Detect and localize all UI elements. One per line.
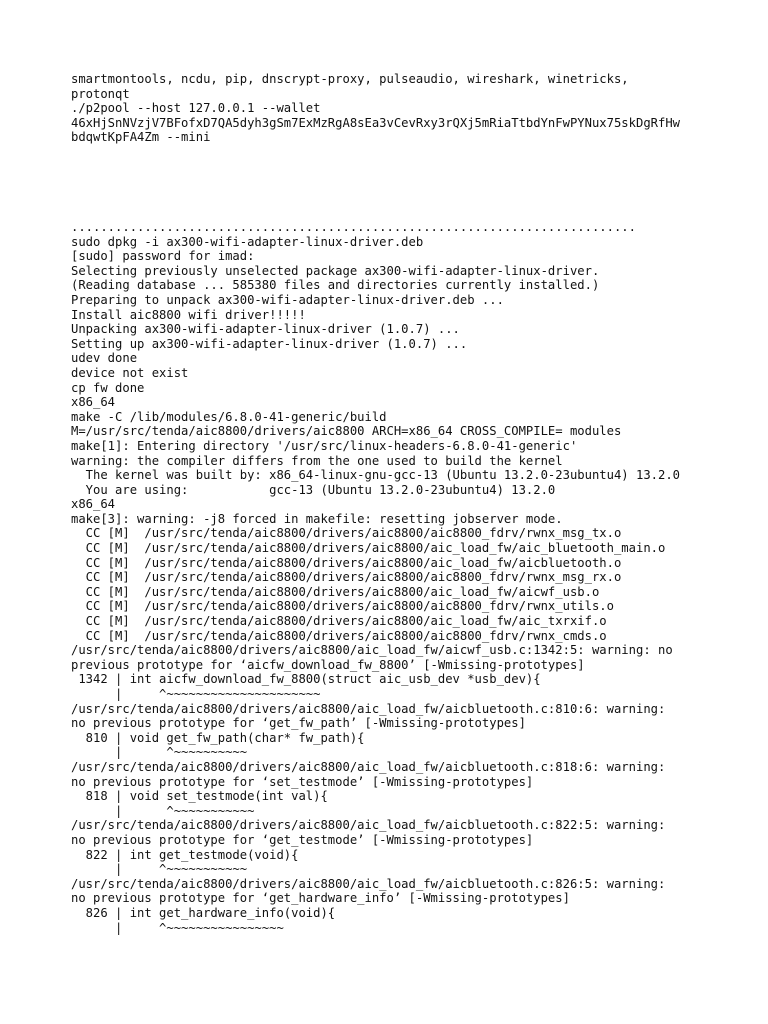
text-line: 826 | int get_hardware_info(void){ — [71, 905, 336, 920]
text-line: M=/usr/src/tenda/aic8800/drivers/aic8800 ARCH=x86_64 CROSS_COMPILE= modules — [71, 424, 622, 439]
text-line: device not exist — [71, 365, 189, 380]
text-line: /usr/src/tenda/aic8800/drivers/aic8800/aic_load_fw/aicbluetooth.c:822:5: warning: — [71, 818, 666, 833]
text-line: no previous prototype for ‘set_testmode’ [-Wmissing-prototypes] — [71, 774, 534, 789]
text-line: warning: the compiler differs from the one used to build the kernel — [71, 453, 563, 468]
text-line: sudo dpkg -i ax300-wifi-adapter-linux-driver.deb — [71, 234, 424, 249]
text-line: udev done — [71, 351, 138, 366]
text-line: 46xHjSnNVzjV7BFofxD7QA5dyh3gSm7ExMzRgA8sEa3vCevRxy3rQXj5mRiaTtbdYnFwPYNux75skDgRfHw — [71, 115, 681, 130]
text-line: 810 | void get_fw_path(char* fw_path){ — [71, 730, 365, 745]
text-line: [sudo] password for imad: — [71, 249, 255, 264]
text-line: /usr/src/tenda/aic8800/drivers/aic8800/aic_load_fw/aicbluetooth.c:826:5: warning: — [71, 876, 666, 891]
text-line: Unpacking ax300-wifi-adapter-linux-driver (1.0.7) ... — [71, 322, 460, 337]
text-line: x86_64 — [71, 395, 116, 410]
text-line: CC [M] /usr/src/tenda/aic8800/drivers/aic8800/aic_load_fw/aic_bluetooth_main.o — [71, 541, 666, 556]
text-line: CC [M] /usr/src/tenda/aic8800/drivers/aic8800/aic_load_fw/aic_txrxif.o — [71, 614, 607, 629]
text-line: | ^~~~~~~~~~~~~~~~~ — [71, 920, 284, 935]
text-line: | ^~~~~~~~~~~~ — [71, 803, 255, 818]
text-line: CC [M] /usr/src/tenda/aic8800/drivers/aic8800/aic8800_fdrv/rwnx_msg_tx.o — [71, 526, 622, 541]
text-line: /usr/src/tenda/aic8800/drivers/aic8800/aic_load_fw/aicbluetooth.c:818:6: warning: — [71, 759, 666, 774]
text-line: ............................................................................. — [71, 220, 636, 234]
text-line: The kernel was built by: x86_64-linux-gnu-gcc-13 (Ubuntu 13.2.0-23ubuntu4) 13.2.0 — [71, 468, 681, 483]
text-line: CC [M] /usr/src/tenda/aic8800/drivers/aic8800/aic8800_fdrv/rwnx_utils.o — [71, 599, 614, 614]
text-line: | ^~~~~~~~~~~ — [71, 745, 248, 760]
text-line: x86_64 — [71, 497, 116, 512]
text-line: You are using: gcc-13 (Ubuntu 13.2.0-23ubuntu4) 13.2.0 — [71, 482, 556, 497]
text-line: CC [M] /usr/src/tenda/aic8800/drivers/aic8800/aic8800_fdrv/rwnx_msg_rx.o — [71, 570, 622, 585]
install-notes-text — [71, 72, 680, 145]
text-line: | ^~~~~~~~~~~~~~~~~~~~~~ — [71, 687, 321, 701]
text-line: 822 | int get_testmode(void){ — [71, 847, 299, 862]
text-line: | ^~~~~~~~~~~~ — [71, 862, 248, 877]
text-line: Selecting previously unselected package ax300-wifi-adapter-linux-driver. — [71, 263, 600, 278]
text-line: cp fw done — [71, 380, 145, 395]
text-line: bdqwtKpFA4Zm --mini — [71, 130, 211, 145]
text-line: Setting up ax300-wifi-adapter-linux-driver (1.0.7) ... — [71, 336, 468, 351]
text-line: (Reading database ... 585380 files and directories currently installed.) — [71, 278, 600, 293]
text-line: ./p2pool --host 127.0.0.1 --wallet — [71, 101, 321, 116]
text-line: CC [M] /usr/src/tenda/aic8800/drivers/aic8800/aic_load_fw/aicbluetooth.o — [71, 555, 622, 570]
terminal-log-text — [71, 220, 680, 935]
text-line: /usr/src/tenda/aic8800/drivers/aic8800/aic_load_fw/aicwf_usb.c:1342:5: warning: no — [71, 643, 673, 658]
text-line: Preparing to unpack ax300-wifi-adapter-linux-driver.deb ... — [71, 292, 504, 307]
text-line: 818 | void set_testmode(int val){ — [71, 789, 328, 804]
text-line: make -C /lib/modules/6.8.0-41-generic/build — [71, 409, 387, 424]
text-line: previous prototype for ‘aicfw_download_fw_8800’ [-Wmissing-prototypes] — [71, 657, 585, 672]
text-line: no previous prototype for ‘get_fw_path’ [-Wmissing-prototypes] — [71, 716, 526, 731]
text-line: protonqt — [71, 86, 130, 101]
text-line: make[1]: Entering directory '/usr/src/linux-headers-6.8.0-41-generic' — [71, 438, 578, 453]
text-line: Install aic8800 wifi driver!!!!! — [71, 307, 306, 322]
text-line: no previous prototype for ‘get_hardware_info’ [-Wmissing-prototypes] — [71, 891, 570, 906]
text-line: CC [M] /usr/src/tenda/aic8800/drivers/aic8800/aic_load_fw/aicwf_usb.o — [71, 584, 600, 599]
text-line: 1342 | int aicfw_download_fw_8800(struct aic_usb_dev *usb_dev){ — [71, 672, 541, 687]
text-line: make[3]: warning: -j8 forced in makefile: resetting jobserver mode. — [71, 511, 563, 526]
text-line: /usr/src/tenda/aic8800/drivers/aic8800/aic_load_fw/aicbluetooth.c:810:6: warning: — [71, 701, 666, 716]
text-line: CC [M] /usr/src/tenda/aic8800/drivers/aic8800/aic8800_fdrv/rwnx_cmds.o — [71, 628, 607, 643]
text-line: smartmontools, ncdu, pip, dnscrypt-proxy, pulseaudio, wireshark, winetricks, — [71, 72, 629, 86]
text-line: no previous prototype for ‘get_testmode’ [-Wmissing-prototypes] — [71, 832, 534, 847]
